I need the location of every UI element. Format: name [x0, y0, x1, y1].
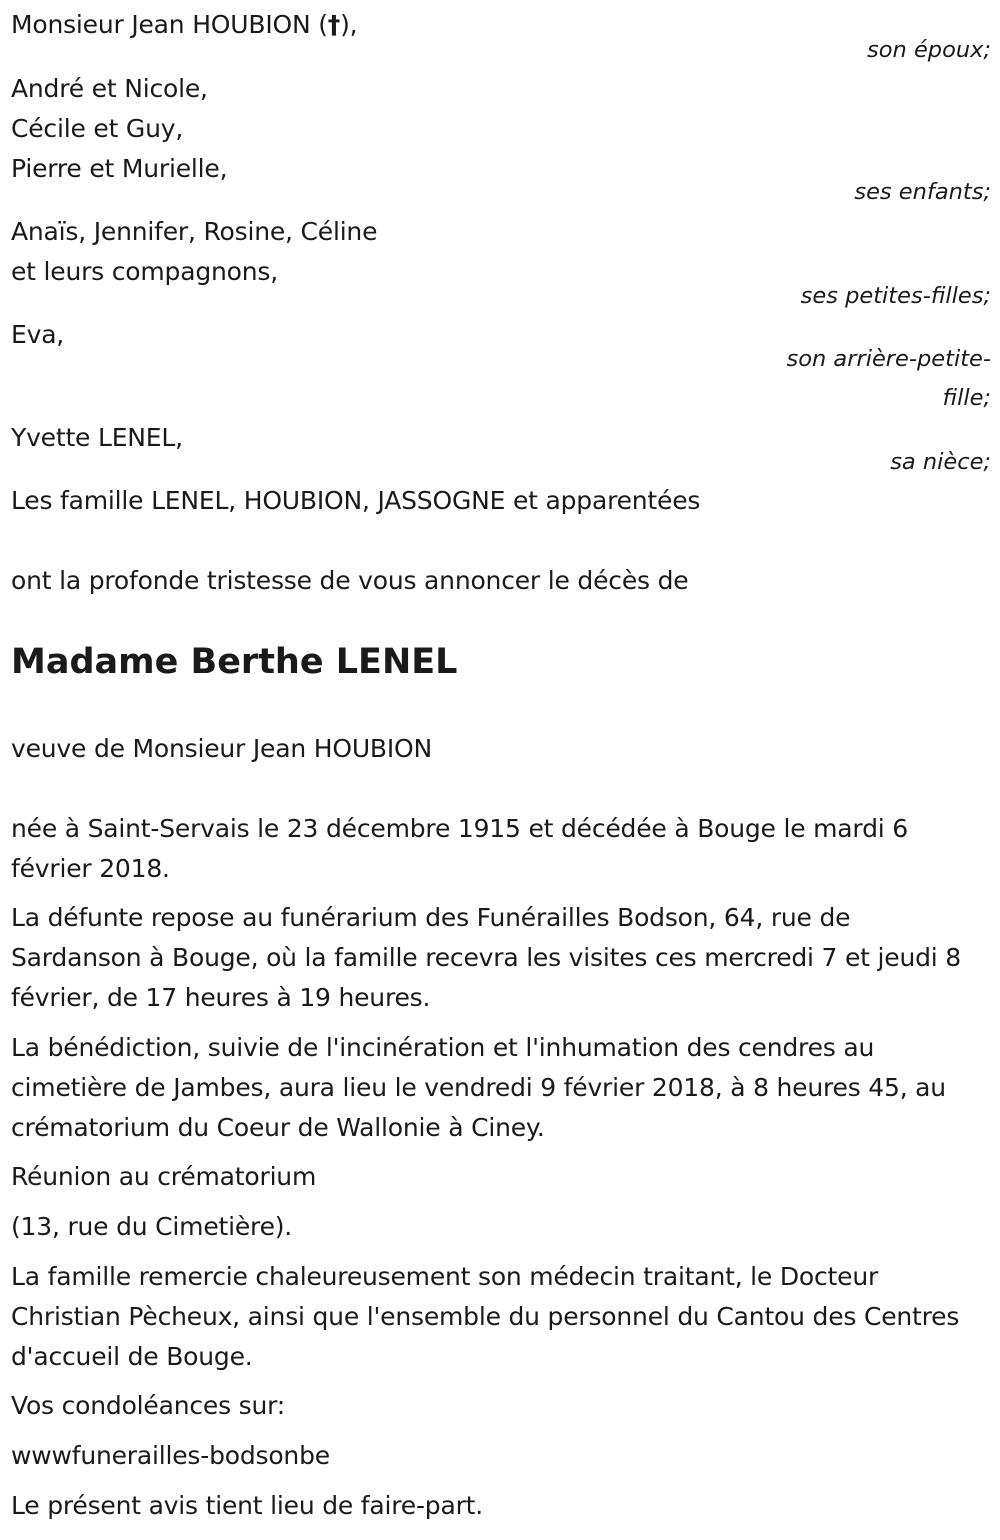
granddaughters-role: ses petites-filles;	[800, 283, 991, 309]
niece-role: sa nièce;	[890, 449, 991, 475]
spouse-role: son époux;	[867, 37, 991, 63]
deceased-name: Madame Berthe LENEL	[11, 642, 458, 682]
families-line: Les famille LENEL, HOUBION, JASSOGNE et apparentées	[11, 486, 701, 515]
birth-death-paragraph: née à Saint-Servais le 23 décembre 1915 et décédée à Bouge le mardi 6 février 2018.	[11, 814, 908, 883]
website-link[interactable]: wwwfunerailles-bodsonbe	[11, 1441, 330, 1470]
spouse-line	[11, 5, 357, 45]
address-line: (13, rue du Cimetière).	[11, 1212, 293, 1241]
niece: Yvette LENEL,	[11, 423, 183, 452]
great-granddaughter-role-2: fille;	[942, 385, 991, 411]
closing-line: Le présent avis tient lieu de faire-part.	[11, 1491, 484, 1520]
cross-icon: †	[327, 10, 341, 39]
reunion-line: Réunion au crématorium	[11, 1162, 317, 1191]
great-granddaughter: Eva,	[11, 320, 65, 349]
child-line-3: Pierre et Murielle,	[11, 154, 228, 183]
spouse-name: Monsieur Jean HOUBION (	[11, 10, 328, 39]
condolences-label: Vos condoléances sur:	[11, 1391, 285, 1420]
widow-of: veuve de Monsieur Jean HOUBION	[11, 734, 433, 763]
granddaughters-line-1: Anaïs, Jennifer, Rosine, Céline	[11, 217, 378, 246]
announcement: ont la profonde tristesse de vous annoncer le décès de	[11, 566, 689, 595]
granddaughters-line-2: et leurs compagnons,	[11, 257, 278, 286]
children-role: ses enfants;	[854, 179, 991, 205]
funerarium-paragraph: La défunte repose au funérarium des Funérailles Bodson, 64, rue de Sardanson à Bouge, où la famille recevra les visites ces mercredi 7 et jeudi 8 février, de 17 heures à 19 heures.	[11, 903, 961, 1012]
great-granddaughter-role-1: son arrière-petite-	[786, 346, 991, 372]
child-line-2: Cécile et Guy,	[11, 114, 184, 143]
ceremony-paragraph: La bénédiction, suivie de l'incinération et l'inhumation des cendres au cimetière de Jambes, aura lieu le vendredi 9 février 2018, à 8 heures 45, au crématorium du Coeur de Wallonie à Ciney.	[11, 1033, 946, 1142]
spouse-name-end: ),	[340, 10, 358, 39]
child-line-1: André et Nicole,	[11, 74, 208, 103]
thanks-paragraph: La famille remercie chaleureusement son médecin traitant, le Docteur Christian Pècheux, ainsi que l'ensemble du personnel du Cantou des Centres d'accueil de Bouge.	[11, 1262, 960, 1371]
